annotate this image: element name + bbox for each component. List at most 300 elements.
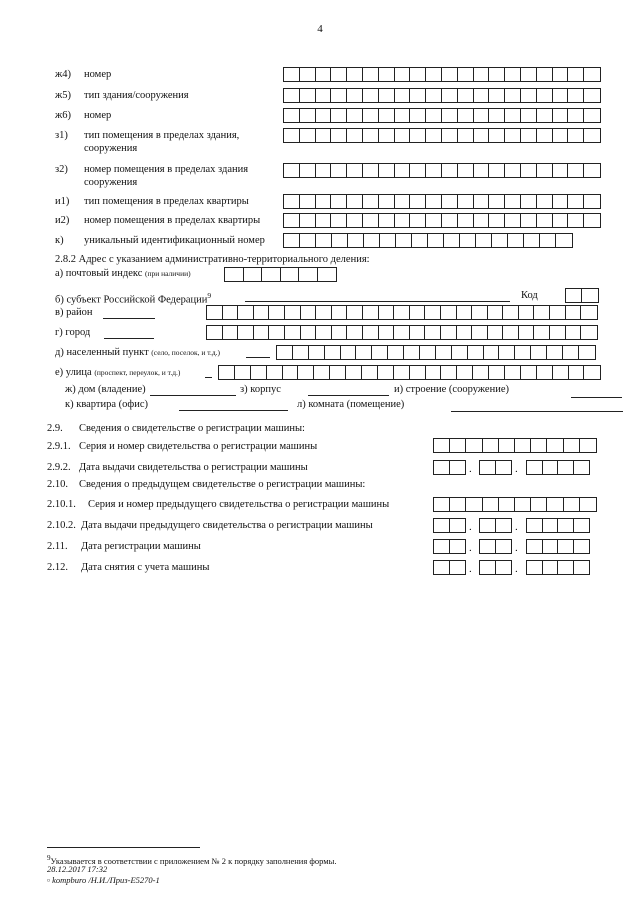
- input-cell[interactable]: [395, 214, 411, 227]
- date-day-cells[interactable]: [433, 560, 466, 575]
- input-cell[interactable]: [316, 326, 332, 339]
- input-cell[interactable]: [452, 346, 468, 359]
- input-cell[interactable]: [219, 366, 235, 379]
- input-cell[interactable]: [410, 109, 426, 122]
- input-cell[interactable]: [207, 306, 223, 319]
- input-cell[interactable]: [410, 306, 426, 319]
- input-cell[interactable]: [492, 234, 508, 247]
- prev-cert-number-cells[interactable]: [433, 497, 597, 512]
- input-cell[interactable]: [547, 439, 563, 452]
- input-cell[interactable]: [426, 129, 442, 142]
- input-cell[interactable]: [410, 366, 426, 379]
- input-cell[interactable]: [584, 366, 600, 379]
- input-cell[interactable]: [269, 326, 285, 339]
- input-cell[interactable]: [499, 346, 515, 359]
- input-cell[interactable]: [314, 366, 330, 379]
- input-cell[interactable]: [379, 214, 395, 227]
- input-cell[interactable]: [388, 346, 404, 359]
- input-cell[interactable]: [569, 366, 585, 379]
- input-cell[interactable]: [458, 214, 474, 227]
- input-cell[interactable]: [395, 109, 411, 122]
- input-cell[interactable]: [235, 366, 251, 379]
- input-cell[interactable]: [537, 89, 553, 102]
- input-cell[interactable]: [332, 306, 348, 319]
- input-cell[interactable]: [395, 68, 411, 81]
- input-cell[interactable]: [537, 366, 553, 379]
- input-cell[interactable]: [515, 498, 531, 511]
- input-cell[interactable]: [364, 234, 380, 247]
- input-cell[interactable]: [458, 129, 474, 142]
- input-cell[interactable]: [458, 89, 474, 102]
- input-cell[interactable]: [521, 129, 537, 142]
- input-cell[interactable]: [331, 129, 347, 142]
- input-cell[interactable]: [379, 306, 395, 319]
- building-line[interactable]: [308, 395, 389, 396]
- input-cell[interactable]: [434, 498, 450, 511]
- code-cells[interactable]: [565, 288, 599, 303]
- input-cell[interactable]: [476, 234, 492, 247]
- input-cell[interactable]: [550, 306, 566, 319]
- input-cell[interactable]: [379, 326, 395, 339]
- input-cell[interactable]: [540, 234, 556, 247]
- row-cells[interactable]: [283, 233, 573, 248]
- input-cell[interactable]: [537, 129, 553, 142]
- input-cell[interactable]: [566, 326, 582, 339]
- input-cell[interactable]: [496, 540, 512, 553]
- input-cell[interactable]: [331, 109, 347, 122]
- input-cell[interactable]: [444, 234, 460, 247]
- input-cell[interactable]: [262, 268, 281, 281]
- input-cell[interactable]: [238, 306, 254, 319]
- input-cell[interactable]: [537, 195, 553, 208]
- input-cell[interactable]: [521, 68, 537, 81]
- input-cell[interactable]: [442, 214, 458, 227]
- input-cell[interactable]: [410, 164, 426, 177]
- input-cell[interactable]: [582, 289, 598, 302]
- input-cell[interactable]: [442, 164, 458, 177]
- input-cell[interactable]: [363, 129, 379, 142]
- input-cell[interactable]: [499, 498, 515, 511]
- input-cell[interactable]: [316, 234, 332, 247]
- input-cell[interactable]: [521, 89, 537, 102]
- input-cell[interactable]: [480, 519, 496, 532]
- input-cell[interactable]: [581, 306, 597, 319]
- input-cell[interactable]: [363, 68, 379, 81]
- input-cell[interactable]: [426, 68, 442, 81]
- input-cell[interactable]: [347, 68, 363, 81]
- row-cells[interactable]: [283, 88, 601, 103]
- input-cell[interactable]: [362, 366, 378, 379]
- input-cell[interactable]: [489, 68, 505, 81]
- input-cell[interactable]: [434, 561, 450, 574]
- row-cells[interactable]: [283, 213, 601, 228]
- input-cell[interactable]: [434, 461, 450, 474]
- input-cell[interactable]: [347, 109, 363, 122]
- input-cell[interactable]: [488, 326, 504, 339]
- input-cell[interactable]: [584, 68, 600, 81]
- input-cell[interactable]: [254, 306, 270, 319]
- input-cell[interactable]: [379, 195, 395, 208]
- input-cell[interactable]: [474, 214, 490, 227]
- input-cell[interactable]: [480, 561, 496, 574]
- input-cell[interactable]: [316, 89, 332, 102]
- input-cell[interactable]: [473, 366, 489, 379]
- input-cell[interactable]: [553, 366, 569, 379]
- input-cell[interactable]: [331, 89, 347, 102]
- input-cell[interactable]: [426, 164, 442, 177]
- input-cell[interactable]: [474, 68, 490, 81]
- input-cell[interactable]: [347, 326, 363, 339]
- input-cell[interactable]: [568, 109, 584, 122]
- input-cell[interactable]: [531, 498, 547, 511]
- input-cell[interactable]: [428, 234, 444, 247]
- input-cell[interactable]: [238, 326, 254, 339]
- input-cell[interactable]: [284, 129, 300, 142]
- input-cell[interactable]: [284, 89, 300, 102]
- input-cell[interactable]: [426, 195, 442, 208]
- input-cell[interactable]: [300, 214, 316, 227]
- input-cell[interactable]: [332, 326, 348, 339]
- input-cell[interactable]: [410, 214, 426, 227]
- input-cell[interactable]: [284, 109, 300, 122]
- locality-line[interactable]: [246, 357, 270, 358]
- input-cell[interactable]: [547, 498, 563, 511]
- input-cell[interactable]: [251, 366, 267, 379]
- input-cell[interactable]: [442, 129, 458, 142]
- input-cell[interactable]: [293, 346, 309, 359]
- input-cell[interactable]: [410, 129, 426, 142]
- input-cell[interactable]: [426, 109, 442, 122]
- input-cell[interactable]: [331, 214, 347, 227]
- input-cell[interactable]: [285, 326, 301, 339]
- input-cell[interactable]: [450, 540, 466, 553]
- input-cell[interactable]: [466, 439, 482, 452]
- input-cell[interactable]: [521, 366, 537, 379]
- row-cells[interactable]: [283, 163, 601, 178]
- input-cell[interactable]: [434, 540, 450, 553]
- input-cell[interactable]: [568, 89, 584, 102]
- input-cell[interactable]: [301, 306, 317, 319]
- date-year-cells[interactable]: [526, 460, 590, 475]
- input-cell[interactable]: [566, 289, 582, 302]
- street-line[interactable]: [205, 377, 212, 378]
- input-cell[interactable]: [499, 439, 515, 452]
- input-cell[interactable]: [285, 306, 301, 319]
- input-cell[interactable]: [537, 214, 553, 227]
- input-cell[interactable]: [254, 326, 270, 339]
- house-line[interactable]: [150, 395, 236, 396]
- input-cell[interactable]: [550, 326, 566, 339]
- input-cell[interactable]: [457, 326, 473, 339]
- input-cell[interactable]: [331, 164, 347, 177]
- input-cell[interactable]: [379, 129, 395, 142]
- input-cell[interactable]: [347, 89, 363, 102]
- input-cell[interactable]: [458, 68, 474, 81]
- input-cell[interactable]: [564, 439, 580, 452]
- input-cell[interactable]: [505, 129, 521, 142]
- input-cell[interactable]: [474, 164, 490, 177]
- input-cell[interactable]: [584, 195, 600, 208]
- input-cell[interactable]: [450, 439, 466, 452]
- input-cell[interactable]: [363, 195, 379, 208]
- input-cell[interactable]: [556, 234, 572, 247]
- input-cell[interactable]: [426, 89, 442, 102]
- input-cell[interactable]: [534, 306, 550, 319]
- input-cell[interactable]: [568, 129, 584, 142]
- input-cell[interactable]: [434, 519, 450, 532]
- input-cell[interactable]: [574, 540, 590, 553]
- date-year-cells[interactable]: [526, 560, 590, 575]
- input-cell[interactable]: [489, 164, 505, 177]
- input-cell[interactable]: [396, 234, 412, 247]
- input-cell[interactable]: [348, 234, 364, 247]
- input-cell[interactable]: [395, 195, 411, 208]
- cert-number-cells[interactable]: [433, 438, 597, 453]
- input-cell[interactable]: [410, 68, 426, 81]
- input-cell[interactable]: [483, 439, 499, 452]
- input-cell[interactable]: [347, 164, 363, 177]
- input-cell[interactable]: [489, 195, 505, 208]
- input-cell[interactable]: [267, 366, 283, 379]
- input-cell[interactable]: [503, 306, 519, 319]
- input-cell[interactable]: [558, 561, 574, 574]
- input-cell[interactable]: [300, 195, 316, 208]
- input-cell[interactable]: [426, 366, 442, 379]
- input-cell[interactable]: [547, 346, 563, 359]
- input-cell[interactable]: [508, 234, 524, 247]
- input-cell[interactable]: [480, 540, 496, 553]
- input-cell[interactable]: [244, 268, 263, 281]
- input-cell[interactable]: [284, 234, 300, 247]
- input-cell[interactable]: [441, 366, 457, 379]
- input-cell[interactable]: [568, 164, 584, 177]
- structure-line[interactable]: [571, 397, 622, 398]
- input-cell[interactable]: [489, 89, 505, 102]
- input-cell[interactable]: [524, 234, 540, 247]
- date-year-cells[interactable]: [526, 539, 590, 554]
- row-cells[interactable]: [283, 67, 601, 82]
- input-cell[interactable]: [519, 326, 535, 339]
- input-cell[interactable]: [318, 268, 337, 281]
- input-cell[interactable]: [395, 89, 411, 102]
- input-cell[interactable]: [284, 164, 300, 177]
- input-cell[interactable]: [460, 234, 476, 247]
- input-cell[interactable]: [316, 195, 332, 208]
- date-month-cells[interactable]: [479, 460, 512, 475]
- input-cell[interactable]: [347, 129, 363, 142]
- input-cell[interactable]: [584, 89, 600, 102]
- input-cell[interactable]: [281, 268, 300, 281]
- input-cell[interactable]: [299, 268, 318, 281]
- input-cell[interactable]: [531, 439, 547, 452]
- input-cell[interactable]: [316, 68, 332, 81]
- input-cell[interactable]: [537, 109, 553, 122]
- input-cell[interactable]: [457, 306, 473, 319]
- input-cell[interactable]: [581, 326, 597, 339]
- input-cell[interactable]: [519, 306, 535, 319]
- row-cells[interactable]: [283, 128, 601, 143]
- input-cell[interactable]: [489, 129, 505, 142]
- input-cell[interactable]: [346, 366, 362, 379]
- input-cell[interactable]: [331, 68, 347, 81]
- input-cell[interactable]: [505, 89, 521, 102]
- input-cell[interactable]: [442, 89, 458, 102]
- input-cell[interactable]: [580, 498, 596, 511]
- input-cell[interactable]: [404, 346, 420, 359]
- input-cell[interactable]: [442, 68, 458, 81]
- input-cell[interactable]: [283, 366, 299, 379]
- input-cell[interactable]: [450, 498, 466, 511]
- input-cell[interactable]: [496, 461, 512, 474]
- input-cell[interactable]: [584, 129, 600, 142]
- input-cell[interactable]: [223, 326, 239, 339]
- input-cell[interactable]: [503, 326, 519, 339]
- input-cell[interactable]: [420, 346, 436, 359]
- input-cell[interactable]: [457, 366, 473, 379]
- city-cells[interactable]: [206, 325, 598, 340]
- apartment-line[interactable]: [179, 410, 288, 411]
- input-cell[interactable]: [553, 129, 569, 142]
- input-cell[interactable]: [543, 461, 559, 474]
- input-cell[interactable]: [584, 109, 600, 122]
- input-cell[interactable]: [277, 346, 293, 359]
- input-cell[interactable]: [458, 164, 474, 177]
- input-cell[interactable]: [505, 68, 521, 81]
- date-day-cells[interactable]: [433, 539, 466, 554]
- input-cell[interactable]: [363, 214, 379, 227]
- input-cell[interactable]: [505, 164, 521, 177]
- input-cell[interactable]: [496, 519, 512, 532]
- input-cell[interactable]: [300, 68, 316, 81]
- input-cell[interactable]: [568, 214, 584, 227]
- input-cell[interactable]: [380, 234, 396, 247]
- input-cell[interactable]: [574, 561, 590, 574]
- input-cell[interactable]: [410, 195, 426, 208]
- input-cell[interactable]: [442, 195, 458, 208]
- input-cell[interactable]: [284, 68, 300, 81]
- input-cell[interactable]: [489, 214, 505, 227]
- input-cell[interactable]: [300, 129, 316, 142]
- input-cell[interactable]: [543, 561, 559, 574]
- input-cell[interactable]: [379, 89, 395, 102]
- city-line[interactable]: [104, 338, 154, 339]
- input-cell[interactable]: [410, 326, 426, 339]
- date-day-cells[interactable]: [433, 460, 466, 475]
- input-cell[interactable]: [395, 129, 411, 142]
- input-cell[interactable]: [564, 498, 580, 511]
- input-cell[interactable]: [379, 109, 395, 122]
- input-cell[interactable]: [450, 519, 466, 532]
- input-cell[interactable]: [347, 214, 363, 227]
- input-cell[interactable]: [316, 164, 332, 177]
- input-cell[interactable]: [300, 164, 316, 177]
- input-cell[interactable]: [223, 306, 239, 319]
- input-cell[interactable]: [474, 109, 490, 122]
- date-day-cells[interactable]: [433, 518, 466, 533]
- input-cell[interactable]: [474, 195, 490, 208]
- input-cell[interactable]: [505, 214, 521, 227]
- input-cell[interactable]: [521, 109, 537, 122]
- input-cell[interactable]: [332, 234, 348, 247]
- room-line[interactable]: [451, 411, 623, 412]
- input-cell[interactable]: [553, 195, 569, 208]
- input-cell[interactable]: [505, 195, 521, 208]
- input-cell[interactable]: [505, 109, 521, 122]
- input-cell[interactable]: [316, 214, 332, 227]
- input-cell[interactable]: [410, 89, 426, 102]
- input-cell[interactable]: [566, 306, 582, 319]
- input-cell[interactable]: [553, 89, 569, 102]
- input-cell[interactable]: [515, 439, 531, 452]
- input-cell[interactable]: [379, 68, 395, 81]
- input-cell[interactable]: [521, 214, 537, 227]
- input-cell[interactable]: [483, 498, 499, 511]
- input-cell[interactable]: [515, 346, 531, 359]
- input-cell[interactable]: [527, 561, 543, 574]
- input-cell[interactable]: [466, 498, 482, 511]
- input-cell[interactable]: [527, 540, 543, 553]
- input-cell[interactable]: [347, 195, 363, 208]
- input-cell[interactable]: [379, 164, 395, 177]
- input-cell[interactable]: [496, 561, 512, 574]
- input-cell[interactable]: [558, 540, 574, 553]
- input-cell[interactable]: [472, 326, 488, 339]
- input-cell[interactable]: [534, 326, 550, 339]
- input-cell[interactable]: [363, 326, 379, 339]
- input-cell[interactable]: [284, 214, 300, 227]
- date-month-cells[interactable]: [479, 539, 512, 554]
- date-year-cells[interactable]: [526, 518, 590, 533]
- input-cell[interactable]: [543, 519, 559, 532]
- date-month-cells[interactable]: [479, 518, 512, 533]
- subject-line[interactable]: [245, 301, 510, 302]
- input-cell[interactable]: [347, 306, 363, 319]
- input-cell[interactable]: [553, 68, 569, 81]
- input-cell[interactable]: [298, 366, 314, 379]
- input-cell[interactable]: [316, 129, 332, 142]
- input-cell[interactable]: [363, 109, 379, 122]
- input-cell[interactable]: [284, 195, 300, 208]
- input-cell[interactable]: [584, 214, 600, 227]
- input-cell[interactable]: [378, 366, 394, 379]
- input-cell[interactable]: [309, 346, 325, 359]
- input-cell[interactable]: [580, 439, 596, 452]
- input-cell[interactable]: [363, 306, 379, 319]
- input-cell[interactable]: [505, 366, 521, 379]
- input-cell[interactable]: [372, 346, 388, 359]
- input-cell[interactable]: [458, 195, 474, 208]
- input-cell[interactable]: [441, 326, 457, 339]
- input-cell[interactable]: [316, 306, 332, 319]
- input-cell[interactable]: [269, 306, 285, 319]
- district-cells[interactable]: [206, 305, 598, 320]
- postal-cells[interactable]: [224, 267, 337, 282]
- input-cell[interactable]: [489, 366, 505, 379]
- input-cell[interactable]: [553, 214, 569, 227]
- input-cell[interactable]: [563, 346, 579, 359]
- input-cell[interactable]: [480, 461, 496, 474]
- input-cell[interactable]: [553, 164, 569, 177]
- row-cells[interactable]: [283, 194, 601, 209]
- street-cells[interactable]: [218, 365, 601, 380]
- input-cell[interactable]: [225, 268, 244, 281]
- input-cell[interactable]: [527, 519, 543, 532]
- input-cell[interactable]: [301, 326, 317, 339]
- input-cell[interactable]: [341, 346, 357, 359]
- input-cell[interactable]: [568, 68, 584, 81]
- input-cell[interactable]: [558, 461, 574, 474]
- input-cell[interactable]: [331, 195, 347, 208]
